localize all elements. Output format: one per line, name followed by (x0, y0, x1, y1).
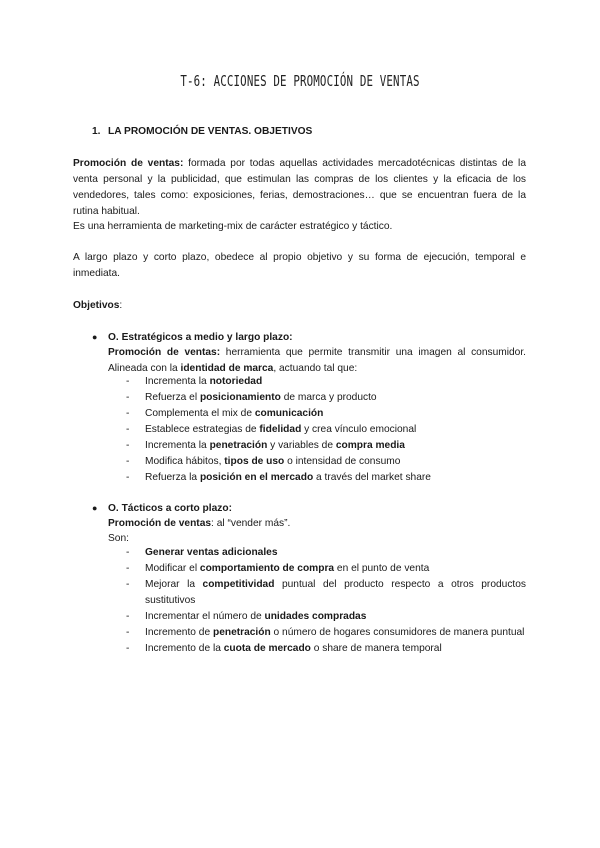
list-item (108, 545, 526, 561)
strategic-promo-text-1: herramienta que permite transmitir una imagen al consumidor. Alineada con la (108, 347, 526, 374)
page-title: T-6: ACCIONES DE PROMOCIÓN DE VENTAS (180, 72, 420, 90)
dash-icon: - (126, 611, 130, 622)
list-item-text: Refuerza la (145, 472, 200, 483)
strategic-promo-bold: identidad de marca (180, 363, 274, 374)
objetivos-colon: : (119, 300, 123, 311)
list-item-bold: cuota de mercado (223, 643, 311, 654)
list-item-text: o intensidad de consumo (284, 456, 401, 467)
list-item-text: Incrementa la (145, 376, 210, 387)
dash-icon: - (126, 627, 130, 638)
definition-text: formada por todas aquellas actividades mercadotécnicas distintas de la venta personal y la publicidad, que estimulan las compras de los clientes y la eficacia de los vendedores, tales como: exposiciones, ferias, demostraciones… que se encuentran fuera de la rutina habitual. (73, 158, 526, 217)
dash-icon: - (126, 547, 130, 558)
definition-paragraph (73, 156, 526, 220)
dash-icon: - (126, 424, 130, 435)
list-item-text: o número de hogares consumidores de manera puntual (270, 627, 525, 638)
section-heading (92, 124, 312, 140)
list-item-text: Modificar el (145, 563, 200, 574)
list-item-text: Establece estrategias de (145, 424, 260, 435)
list-item-text: y variables de (267, 440, 336, 451)
strategic-heading-text: O. Estratégicos a medio y largo plazo: (108, 332, 293, 343)
paragraph-herramienta (73, 219, 526, 235)
list-item (108, 470, 526, 486)
section-number: 1. (92, 126, 101, 137)
list-item-bold: compra media (335, 440, 405, 451)
list-item-bold: tipos de uso (224, 456, 285, 467)
list-item-text: de marca y producto (280, 392, 377, 403)
section-title: LA PROMOCIÓN DE VENTAS. OBJETIVOS (108, 126, 313, 137)
paragraph-plazo (73, 250, 526, 282)
tactical-heading-text: O. Tácticos a corto plazo: (108, 503, 232, 514)
list-item-bold: posición en el mercado (199, 472, 314, 483)
dash-icon: - (126, 579, 130, 590)
list-item-bold: comunicación (254, 408, 324, 419)
list-item-bold: penetración (212, 627, 271, 638)
tactical-promo-paragraph (108, 516, 526, 532)
list-item-bold: comportamiento de compra (199, 563, 335, 574)
strategic-heading (92, 329, 293, 346)
list-item-bold: competitividad (202, 579, 275, 590)
tactical-heading (92, 500, 232, 517)
dash-icon: - (126, 643, 130, 654)
list-item-text: Incremento de (145, 627, 213, 638)
dash-icon: - (126, 376, 130, 387)
bullet-icon: ● (92, 503, 98, 513)
list-item (108, 406, 526, 422)
tactical-promo-text: : al “vender más”. (211, 518, 291, 529)
list-item-text: puntual del producto respecto a otros productos sustitutivos (145, 579, 526, 606)
strategic-list (108, 374, 526, 486)
dash-icon: - (126, 392, 130, 403)
list-item-text: y crea vínculo emocional (301, 424, 417, 435)
list-item-bold: notoriedad (209, 376, 263, 387)
dash-icon: - (126, 408, 130, 419)
dash-icon: - (126, 440, 130, 451)
list-item (108, 454, 526, 470)
list-item (108, 625, 526, 641)
list-item (108, 390, 526, 406)
objetivos-label (73, 298, 526, 314)
list-item-text: o share de manera temporal (310, 643, 442, 654)
list-item-text: Incrementar el número de (145, 611, 265, 622)
dash-icon: - (126, 456, 130, 467)
son-text: Son: (108, 533, 129, 544)
list-item (108, 422, 526, 438)
list-item (108, 561, 526, 577)
bullet-icon: ● (92, 332, 98, 342)
tactical-list (108, 545, 526, 657)
paragraph-text: A largo plazo y corto plazo, obedece al propio objetivo y su forma de ejecución, temporal e inmediata. (73, 252, 526, 279)
list-item-text: Complementa el mix de (145, 408, 255, 419)
strategic-promo-paragraph (108, 345, 526, 377)
list-item-text: Incrementa la (145, 440, 210, 451)
list-item-text: Incremento de la (145, 643, 224, 654)
list-item (108, 641, 526, 657)
list-item (108, 374, 526, 390)
paragraph-text: Es una herramienta de marketing-mix de carácter estratégico y táctico. (73, 221, 393, 232)
tactical-promo-term: Promoción de ventas (108, 518, 212, 529)
strategic-promo-term: Promoción de ventas: (108, 347, 221, 358)
definition-term: Promoción de ventas: (73, 158, 184, 169)
strategic-promo-text-2: , actuando tal que: (273, 363, 358, 374)
list-item-text: en el punto de venta (334, 563, 430, 574)
list-item-bold: Generar ventas adicionales (145, 547, 278, 558)
list-item (108, 438, 526, 454)
list-item-text: Refuerza el (145, 392, 200, 403)
list-item-text: Mejorar la (145, 579, 203, 590)
list-item-bold: penetración (209, 440, 268, 451)
list-item-text: Modifica hábitos, (145, 456, 225, 467)
list-item-bold: posicionamiento (199, 392, 281, 403)
objetivos-label-text: Objetivos (73, 300, 120, 311)
list-item (108, 577, 526, 609)
list-item-bold: fidelidad (259, 424, 302, 435)
list-item-text: a través del market share (313, 472, 431, 483)
list-item (108, 609, 526, 625)
dash-icon: - (126, 563, 130, 574)
list-item-bold: unidades compradas (264, 611, 367, 622)
dash-icon: - (126, 472, 130, 483)
